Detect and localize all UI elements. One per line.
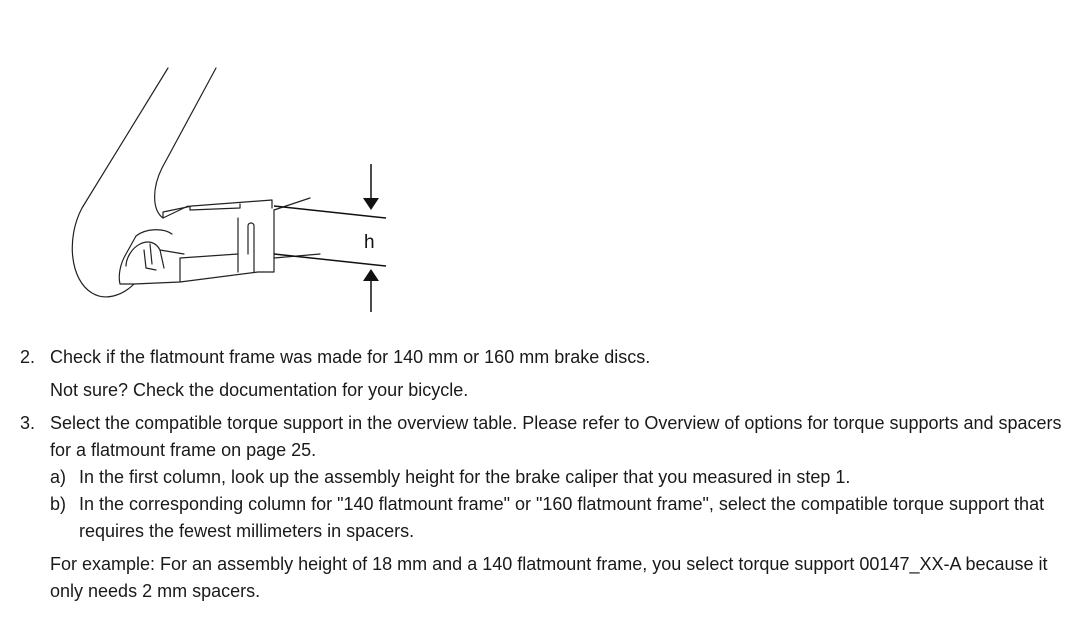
dimension-label: h <box>364 232 375 253</box>
frame-stay-inner <box>155 68 216 218</box>
example-text: For example: For an assembly height of 18 mm and a 140 flatmount frame, you select torque support 00147_XX-A because it only needs 2 mm spacers. <box>50 554 1048 601</box>
substep-letter: a) <box>50 467 67 487</box>
step-note: Not sure? Check the documentation for your bicycle. <box>50 380 469 400</box>
substep-text: In the corresponding column for "140 flatmount frame" or "160 flatmount frame", select the compatible torque support that requires the fewest millimeters in spacers. <box>79 494 1045 541</box>
step-text: Check if the flatmount frame was made for 140 mm or 160 mm brake discs. <box>50 347 651 367</box>
arrow-up-icon <box>363 269 379 281</box>
step-text: Select the compatible torque support in the overview table. Please refer to Overview of options for torque supports and spacers for a flatmount frame on page 25. <box>50 413 1062 460</box>
step-3 <box>0 410 1068 464</box>
frame-stay-outer <box>72 68 168 297</box>
step-3-example <box>0 551 1068 605</box>
substep-b <box>0 491 1068 545</box>
arrow-down-icon <box>363 198 379 210</box>
step-number: 2. <box>20 347 36 367</box>
instruction-steps <box>0 344 1068 605</box>
substep-letter: b) <box>50 494 67 514</box>
step-number: 3. <box>20 413 36 433</box>
substep-text: In the first column, look up the assembly height for the brake caliper that you measured in step 1. <box>79 467 851 487</box>
brake-caliper-diagram <box>60 58 400 320</box>
brake-caliper-mount-icon <box>60 58 400 320</box>
dimension-bottom-line <box>274 254 386 266</box>
substep-a <box>0 464 1068 491</box>
dimension-top-line <box>274 206 386 218</box>
step-2 <box>0 344 1068 404</box>
